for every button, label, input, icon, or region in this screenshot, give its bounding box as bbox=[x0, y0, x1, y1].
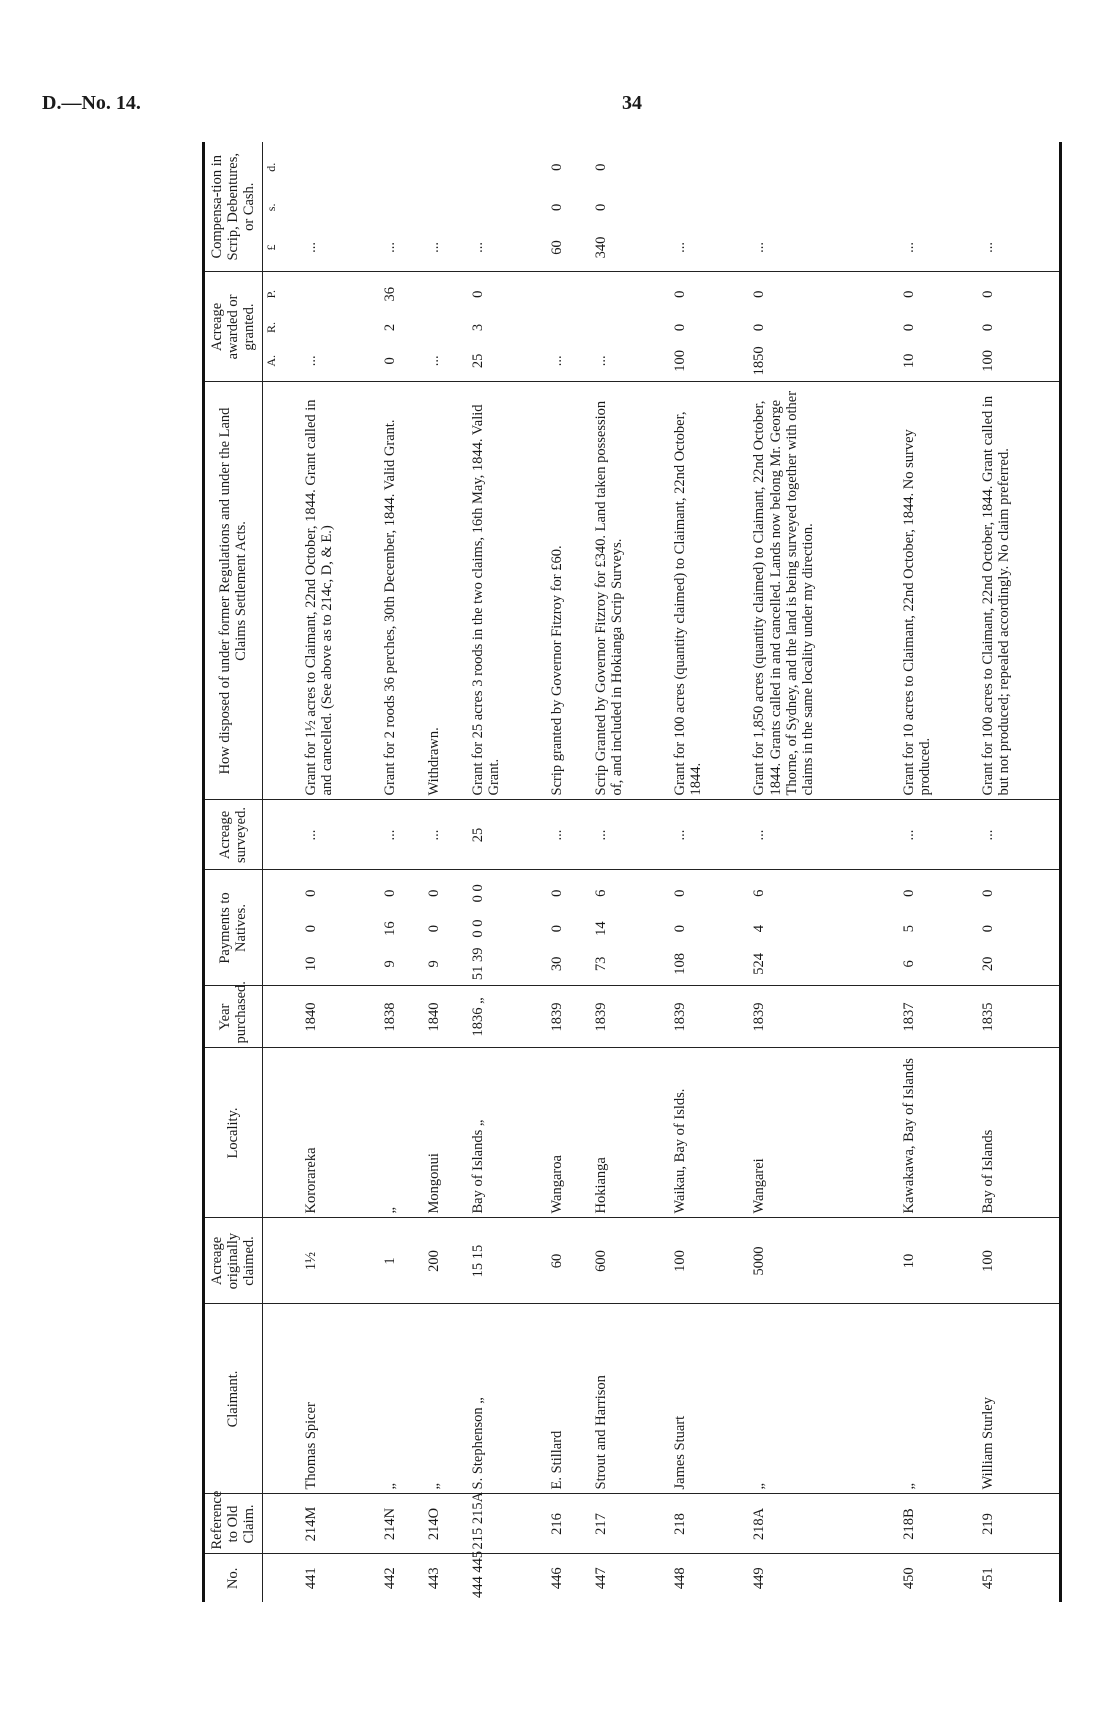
row-claimant: E. Stillard bbox=[547, 1304, 591, 1494]
row-acreage-awarded-part: 0 bbox=[470, 290, 487, 298]
row-payments bbox=[547, 870, 591, 986]
unit-perches: P. bbox=[263, 290, 278, 299]
col-header-locality: Locality. bbox=[204, 1048, 263, 1218]
row-payments-part: 4 bbox=[751, 924, 768, 933]
table-row bbox=[380, 142, 424, 1602]
row-compensation-part: ... bbox=[672, 242, 689, 253]
row-acreage-awarded bbox=[547, 272, 591, 382]
row-acreage-awarded-part: 100 bbox=[980, 349, 997, 372]
row-disposal: Scrip Granted by Governor Fitzroy for £340. Land taken possession of, and included in Hokianga Scrip Surveys. bbox=[591, 382, 670, 800]
row-compensation-part: ... bbox=[751, 242, 768, 253]
col-header-disposal: How disposed of under former Regulations and under the Land Claims Settlement Acts. bbox=[204, 382, 263, 800]
row-payments-part: 6 bbox=[751, 889, 768, 897]
row-compensation-part: ... bbox=[900, 242, 917, 253]
units-arp bbox=[262, 272, 301, 382]
row-acreage-awarded-part: 36 bbox=[382, 286, 399, 302]
row-locality: Bay of Islands bbox=[978, 1048, 1060, 1218]
row-acreage-awarded-part: 0 bbox=[980, 290, 997, 298]
row-ref: 214O bbox=[424, 1494, 468, 1554]
row-compensation-part: 0 bbox=[593, 163, 610, 171]
row-no: 446 bbox=[547, 1554, 591, 1602]
row-acreage-claimed: 60 bbox=[547, 1218, 591, 1304]
row-claimant: Thomas Spicer bbox=[301, 1304, 380, 1494]
row-acreage-awarded-part: 3 bbox=[470, 323, 487, 332]
row-no: 441 bbox=[301, 1554, 380, 1602]
row-compensation bbox=[380, 142, 424, 272]
row-payments-part: 0 bbox=[672, 924, 689, 933]
row-acreage-surveyed: ... bbox=[424, 800, 468, 870]
row-year: 1840 bbox=[301, 986, 380, 1048]
row-year: 1838 bbox=[380, 986, 424, 1048]
table-row bbox=[749, 142, 899, 1602]
row-acreage-awarded-part: 0 bbox=[900, 290, 917, 298]
row-year: 1836 „ bbox=[468, 986, 547, 1048]
table-row bbox=[899, 142, 978, 1602]
row-payments-part: 0 bbox=[303, 924, 320, 933]
row-compensation bbox=[301, 142, 380, 272]
row-payments-part: 0 0 bbox=[470, 884, 487, 903]
row-acreage-awarded-part: 100 bbox=[672, 349, 689, 372]
unit-roods: R. bbox=[263, 322, 278, 334]
row-acreage-surveyed: ... bbox=[380, 800, 424, 870]
row-acreage-awarded bbox=[380, 272, 424, 382]
row-payments-part: 0 bbox=[980, 924, 997, 933]
row-claimant: Strout and Harrison bbox=[591, 1304, 670, 1494]
row-acreage-awarded bbox=[591, 272, 670, 382]
row-year: 1839 bbox=[591, 986, 670, 1048]
row-year: 1839 bbox=[547, 986, 591, 1048]
row-payments-part: 0 0 bbox=[470, 919, 487, 938]
row-compensation bbox=[424, 142, 468, 272]
row-payments bbox=[301, 870, 380, 986]
row-payments-part: 0 bbox=[672, 889, 689, 897]
row-acreage-awarded bbox=[749, 272, 899, 382]
row-acreage-claimed: 1 bbox=[380, 1218, 424, 1304]
table-row bbox=[978, 142, 1060, 1602]
page-number: 34 bbox=[622, 92, 642, 114]
row-payments-part: 10 bbox=[303, 956, 320, 972]
row-compensation-part: ... bbox=[470, 242, 487, 253]
row-payments-part: 9 bbox=[382, 960, 399, 968]
unit-shillings: s. bbox=[263, 203, 278, 212]
row-acreage-awarded-part: 0 bbox=[980, 323, 997, 332]
row-claimant: „ bbox=[424, 1304, 468, 1494]
row-claimant: „ bbox=[749, 1304, 899, 1494]
col-header-ref: Reference to Old Claim. bbox=[204, 1494, 263, 1554]
row-compensation bbox=[547, 142, 591, 272]
col-header-acreage-surveyed: Acreage surveyed. bbox=[204, 800, 263, 870]
row-acreage-awarded bbox=[424, 272, 468, 382]
row-locality: „ bbox=[380, 1048, 424, 1218]
row-payments-part: 6 bbox=[900, 960, 917, 968]
table-row bbox=[591, 142, 670, 1602]
row-compensation-part: 0 bbox=[593, 203, 610, 211]
row-ref: 218A bbox=[749, 1494, 899, 1554]
row-acreage-awarded-part: 2 bbox=[382, 323, 399, 332]
row-no: 450 bbox=[899, 1554, 978, 1602]
row-year: 1839 bbox=[749, 986, 899, 1048]
row-payments-part: 6 bbox=[593, 889, 610, 897]
row-payments-part: 30 bbox=[549, 956, 566, 972]
row-compensation-part: 0 bbox=[549, 163, 566, 171]
row-acreage-awarded-part: ... bbox=[549, 355, 566, 367]
col-header-claimant: Claimant. bbox=[204, 1304, 263, 1494]
row-acreage-surveyed: 25 bbox=[468, 800, 547, 870]
row-claimant: James Stuart bbox=[670, 1304, 749, 1494]
row-payments-part: 0 bbox=[980, 889, 997, 897]
row-payments-part: 9 bbox=[426, 960, 443, 968]
table-row bbox=[468, 142, 547, 1602]
row-acreage-awarded-part: 0 bbox=[672, 290, 689, 298]
row-locality: Hokianga bbox=[591, 1048, 670, 1218]
row-ref: 218 bbox=[670, 1494, 749, 1554]
row-disposal: Grant for 100 acres (quantity claimed) to Claimant, 22nd October, 1844. bbox=[670, 382, 749, 800]
row-acreage-awarded-part: 0 bbox=[751, 323, 768, 332]
row-acreage-awarded bbox=[301, 272, 380, 382]
row-ref: 214M bbox=[301, 1494, 380, 1554]
row-acreage-awarded-part: 10 bbox=[900, 353, 917, 369]
row-disposal: Scrip granted by Governor Fitzroy for £60. bbox=[547, 382, 591, 800]
row-payments bbox=[380, 870, 424, 986]
row-acreage-awarded-part: ... bbox=[303, 355, 320, 367]
row-payments bbox=[670, 870, 749, 986]
row-acreage-awarded bbox=[978, 272, 1060, 382]
col-header-acreage-claimed: Acreage originally claimed. bbox=[204, 1218, 263, 1304]
row-compensation-part: ... bbox=[426, 242, 443, 253]
unit-pence: d. bbox=[263, 162, 278, 172]
row-locality: Wangarei bbox=[749, 1048, 899, 1218]
row-year: 1835 bbox=[978, 986, 1060, 1048]
row-ref: 217 bbox=[591, 1494, 670, 1554]
col-header-compensation: Compensa-tion in Scrip, Debentures, or Cash. bbox=[204, 142, 263, 272]
row-ref: 215 215A bbox=[468, 1494, 547, 1554]
row-payments-part: 73 bbox=[593, 956, 610, 972]
row-acreage-awarded-part: 0 bbox=[751, 290, 768, 298]
row-payments-part: 0 bbox=[426, 924, 443, 933]
col-header-acreage-awarded: Acreage awarded or granted. bbox=[204, 272, 263, 382]
row-compensation-part: 60 bbox=[549, 240, 566, 255]
row-acreage-claimed: 5000 bbox=[749, 1218, 899, 1304]
unit-pounds: £ bbox=[263, 244, 278, 251]
row-payments bbox=[591, 870, 670, 986]
row-ref: 214N bbox=[380, 1494, 424, 1554]
table-row bbox=[547, 142, 591, 1602]
row-acreage-awarded bbox=[468, 272, 547, 382]
row-payments bbox=[749, 870, 899, 986]
row-disposal: Grant for 1,850 acres (quantity claimed) to Claimant, 22nd October, 1844. Grants called in and cancelled. Lands now belong Mr. George Thorne, of Sydney, and the land is being surveyed together with other claims in the same locality under my direction. bbox=[749, 382, 899, 800]
row-acreage-claimed: 10 bbox=[899, 1218, 978, 1304]
row-payments-part: 0 bbox=[549, 889, 566, 897]
row-disposal: Grant for 2 roods 36 perches, 30th December, 1844. Valid Grant. bbox=[380, 382, 424, 800]
row-payments bbox=[468, 870, 547, 986]
row-acreage-claimed: 15 15 bbox=[468, 1218, 547, 1304]
row-no: 444 445 bbox=[468, 1554, 547, 1602]
row-locality: Kororareka bbox=[301, 1048, 380, 1218]
row-payments-part: 14 bbox=[593, 921, 610, 936]
row-locality: Mongonui bbox=[424, 1048, 468, 1218]
row-no: 448 bbox=[670, 1554, 749, 1602]
row-disposal: Grant for 25 acres 3 roods in the two claims, 16th May, 1844. Valid Grant. bbox=[468, 382, 547, 800]
row-acreage-awarded-part: 25 bbox=[470, 353, 487, 369]
row-compensation-part: ... bbox=[980, 242, 997, 253]
row-locality: Bay of Islands „ bbox=[468, 1048, 547, 1218]
col-header-no: No. bbox=[204, 1554, 263, 1602]
row-payments bbox=[978, 870, 1060, 986]
table-row bbox=[670, 142, 749, 1602]
row-payments-part: 524 bbox=[751, 952, 768, 975]
row-acreage-awarded-part: ... bbox=[593, 355, 610, 367]
row-compensation-part: ... bbox=[382, 242, 399, 253]
units-lsd bbox=[262, 142, 301, 272]
row-acreage-surveyed: ... bbox=[591, 800, 670, 870]
row-no: 451 bbox=[978, 1554, 1060, 1602]
row-no: 442 bbox=[380, 1554, 424, 1602]
row-year: 1839 bbox=[670, 986, 749, 1048]
row-compensation-part: 0 bbox=[549, 203, 566, 211]
row-acreage-claimed: 200 bbox=[424, 1218, 468, 1304]
row-acreage-claimed: 600 bbox=[591, 1218, 670, 1304]
row-ref: 216 bbox=[547, 1494, 591, 1554]
row-payments-part: 0 bbox=[549, 924, 566, 933]
land-claims-table bbox=[202, 142, 1062, 1602]
row-claimant: „ bbox=[899, 1304, 978, 1494]
row-ref: 218B bbox=[899, 1494, 978, 1554]
row-year: 1837 bbox=[899, 986, 978, 1048]
row-disposal: Grant for 10 acres to Claimant, 22nd October, 1844. No survey produced. bbox=[899, 382, 978, 800]
row-payments bbox=[899, 870, 978, 986]
row-acreage-claimed: 100 bbox=[978, 1218, 1060, 1304]
col-header-year: Year purchased. bbox=[204, 986, 263, 1048]
row-payments-part: 0 bbox=[900, 889, 917, 897]
row-compensation bbox=[670, 142, 749, 272]
row-compensation bbox=[978, 142, 1060, 272]
row-locality: Waikau, Bay of Islds. bbox=[670, 1048, 749, 1218]
row-acreage-surveyed: ... bbox=[301, 800, 380, 870]
row-compensation-part: 340 bbox=[593, 236, 610, 259]
row-acreage-awarded-part: 0 bbox=[900, 323, 917, 332]
row-locality: Kawakawa, Bay of Islands bbox=[899, 1048, 978, 1218]
row-payments-part: 0 bbox=[382, 889, 399, 897]
row-compensation bbox=[591, 142, 670, 272]
row-acreage-awarded-part: 1850 bbox=[751, 346, 768, 376]
row-no: 447 bbox=[591, 1554, 670, 1602]
row-acreage-surveyed: ... bbox=[899, 800, 978, 870]
row-payments-part: 108 bbox=[672, 952, 689, 975]
page-header-left: D.—No. 14. bbox=[42, 92, 141, 114]
row-payments-part: 0 bbox=[426, 889, 443, 897]
row-payments-part: 51 39 bbox=[470, 947, 487, 981]
row-ref: 219 bbox=[978, 1494, 1060, 1554]
row-acreage-surveyed: ... bbox=[749, 800, 899, 870]
col-header-payments: Payments to Natives. bbox=[204, 870, 263, 986]
row-claimant: S. Stephenson „ bbox=[468, 1304, 547, 1494]
row-disposal: Grant for 100 acres to Claimant, 22nd October, 1844. Grant called in but not produced; repealed accordingly. No claim preferred. bbox=[978, 382, 1060, 800]
row-compensation bbox=[749, 142, 899, 272]
row-compensation-part: ... bbox=[303, 242, 320, 253]
row-acreage-awarded bbox=[670, 272, 749, 382]
row-claimant: William Sturley bbox=[978, 1304, 1060, 1494]
row-locality: Wangaroa bbox=[547, 1048, 591, 1218]
row-acreage-awarded-part: 0 bbox=[382, 357, 399, 365]
row-payments-part: 16 bbox=[382, 921, 399, 936]
table-row bbox=[424, 142, 468, 1602]
row-payments-part: 0 bbox=[303, 889, 320, 897]
row-acreage-awarded-part: ... bbox=[426, 355, 443, 367]
row-compensation bbox=[899, 142, 978, 272]
row-no: 449 bbox=[749, 1554, 899, 1602]
table-row bbox=[301, 142, 380, 1602]
row-no: 443 bbox=[424, 1554, 468, 1602]
row-compensation bbox=[468, 142, 547, 272]
row-payments-part: 5 bbox=[900, 924, 917, 933]
row-payments-part: 20 bbox=[980, 956, 997, 972]
row-payments bbox=[424, 870, 468, 986]
row-year: 1840 bbox=[424, 986, 468, 1048]
unit-acres: A. bbox=[263, 355, 278, 367]
row-acreage-surveyed: ... bbox=[670, 800, 749, 870]
row-acreage-surveyed: ... bbox=[978, 800, 1060, 870]
row-disposal: Grant for 1½ acres to Claimant, 22nd October, 1844. Grant called in and cancelled. (See above as to 214c, D, & E.) bbox=[301, 382, 380, 800]
row-acreage-awarded-part: 0 bbox=[672, 323, 689, 332]
row-acreage-awarded bbox=[899, 272, 978, 382]
row-acreage-claimed: 1½ bbox=[301, 1218, 380, 1304]
row-acreage-surveyed: ... bbox=[547, 800, 591, 870]
row-acreage-claimed: 100 bbox=[670, 1218, 749, 1304]
row-claimant: „ bbox=[380, 1304, 424, 1494]
row-disposal: Withdrawn. bbox=[424, 382, 468, 800]
